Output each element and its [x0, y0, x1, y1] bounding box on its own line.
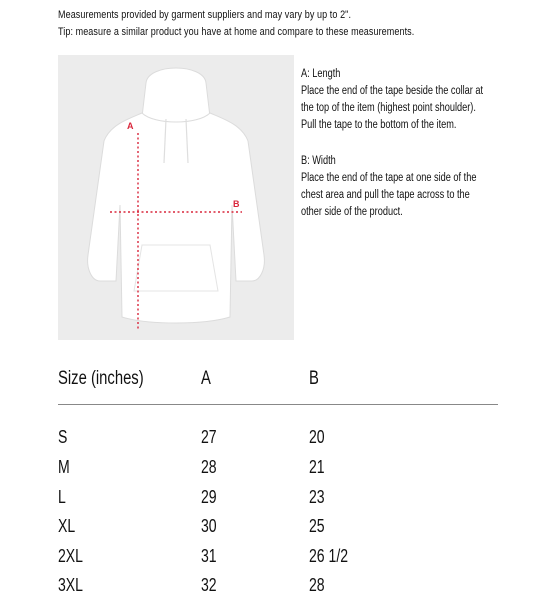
table-row-b: 20 — [309, 427, 325, 447]
table-row-size: 3XL — [58, 575, 83, 595]
header-size: Size (inches) — [58, 368, 144, 389]
table-row-a: 28 — [201, 457, 217, 477]
table-row-a: 32 — [201, 575, 217, 595]
tip-note: Tip: measure a similar product you have at home and compare to these measurements. — [58, 26, 415, 38]
header-b: B — [309, 368, 319, 389]
width-line-2: chest area and pull the tape across to the — [301, 189, 470, 201]
supplier-note: Measurements provided by garment suppliers and may vary by up to 2". — [58, 9, 352, 21]
table-row-size: XL — [58, 516, 76, 536]
width-line-1: Place the end of the tape at one side of the — [301, 172, 477, 184]
length-title: A: Length — [301, 68, 341, 80]
table-row-b: 21 — [309, 457, 325, 477]
hoodie-icon — [58, 55, 294, 340]
width-instructions — [301, 153, 551, 221]
label-a: A — [127, 121, 134, 131]
table-row-b: 28 — [309, 575, 325, 595]
length-line-2: the top of the item (highest point shoulder). — [301, 102, 476, 114]
table-row-b: 26 1/2 — [309, 546, 349, 566]
table-divider — [58, 404, 498, 405]
width-line-3: other side of the product. — [301, 206, 403, 218]
length-line-3: Pull the tape to the bottom of the item. — [301, 119, 457, 131]
label-b: B — [233, 199, 240, 209]
measurement-diagram — [58, 55, 294, 340]
table-row-a: 29 — [201, 487, 217, 507]
width-title: B: Width — [301, 155, 336, 167]
table-row-size: S — [58, 427, 68, 447]
length-line-1: Place the end of the tape beside the collar at — [301, 85, 484, 97]
table-row-size: L — [58, 487, 66, 507]
table-row-b: 23 — [309, 487, 325, 507]
table-row-a: 30 — [201, 516, 217, 536]
table-row-b: 25 — [309, 516, 325, 536]
length-instructions — [301, 66, 551, 134]
table-row-size: 2XL — [58, 546, 83, 566]
table-row-size: M — [58, 457, 70, 477]
table-row-a: 27 — [201, 427, 217, 447]
header-a: A — [201, 368, 211, 389]
table-row-a: 31 — [201, 546, 217, 566]
